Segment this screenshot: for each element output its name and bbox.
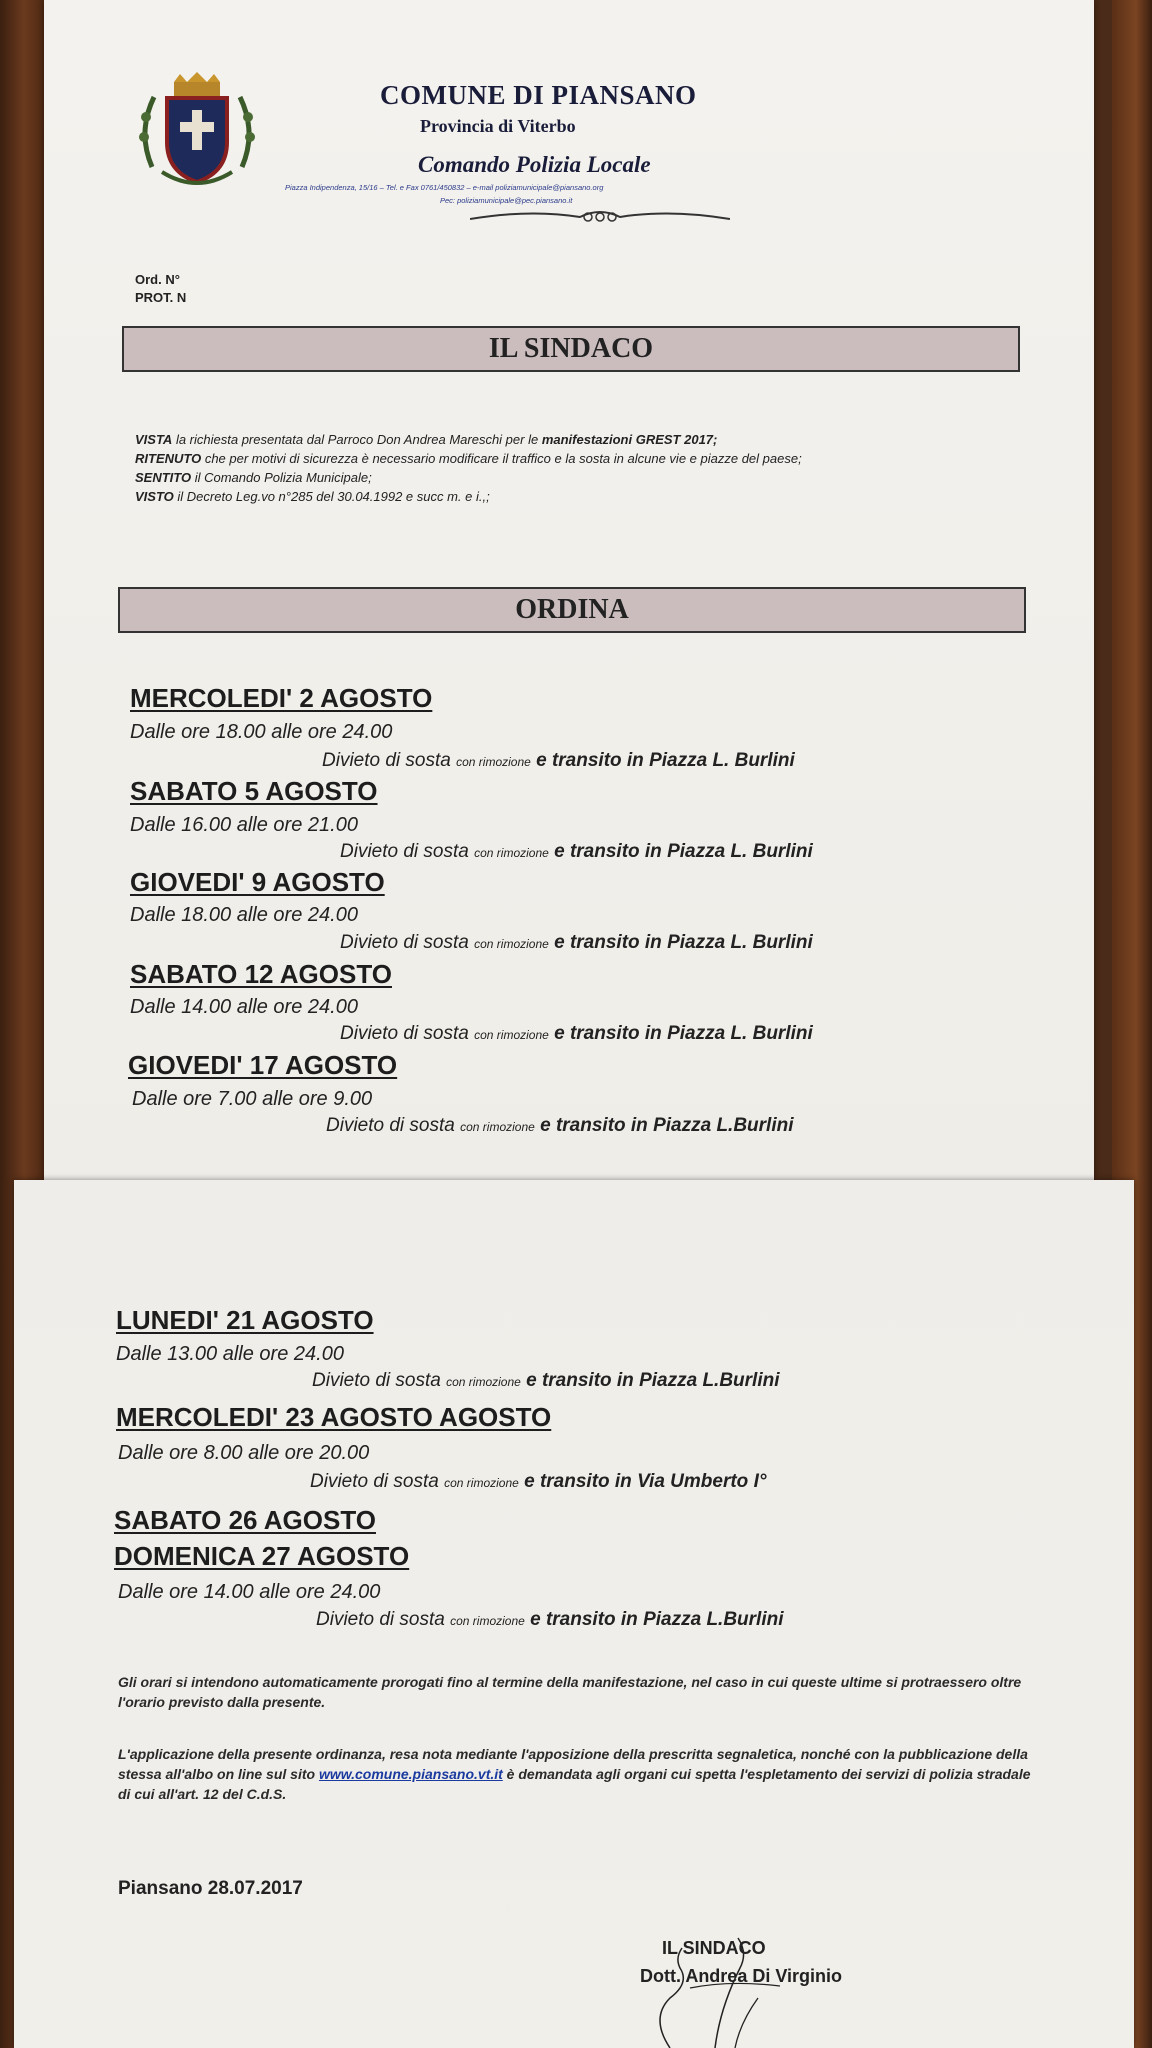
ornament-divider-icon bbox=[470, 205, 730, 229]
schedule-day: SABATO 5 AGOSTO bbox=[130, 776, 378, 806]
schedule-restriction: Divieto di sosta con rimozione e transito in Piazza L. Burlini bbox=[340, 841, 813, 862]
website-link[interactable]: www.comune.piansano.vt.it bbox=[318, 1766, 503, 1782]
order-number-label: Ord. N° bbox=[135, 272, 180, 287]
schedule-hours: Dalle ore 18.00 alle ore 24.00 bbox=[130, 721, 393, 743]
schedule-day: MERCOLEDI' 23 AGOSTO AGOSTO bbox=[116, 1402, 552, 1432]
premise-sentito: SENTITO il Comando Polizia Municipale; bbox=[135, 470, 372, 485]
premise-visto: VISTO il Decreto Leg.vo n°285 del 30.04.1992 e succ m. e i.,; bbox=[135, 489, 490, 504]
schedule-restriction: Divieto di sosta con rimozione e transito in Piazza L. Burlini bbox=[340, 1023, 813, 1044]
header-address: Piazza Indipendenza, 15/16 – Tel. e Fax 0761/450832 – e-mail poliziamunicipale@piansano.org bbox=[285, 183, 604, 192]
schedule-day: GIOVEDI' 17 AGOSTO bbox=[128, 1050, 398, 1080]
prorogation-note: Gli orari si intendono automaticamente prorogati fino al termine della manifestazione, nel caso in cui queste ultime si protraessero oltre l'orario previsto dalla presente. bbox=[118, 1674, 1022, 1710]
schedule-hours: Dalle 13.00 alle ore 24.00 bbox=[116, 1343, 344, 1365]
province-subtitle: Provincia di Viterbo bbox=[420, 116, 576, 136]
schedule-hours: Dalle 16.00 alle ore 21.00 bbox=[130, 814, 358, 836]
command-title: Comando Polizia Locale bbox=[418, 152, 651, 177]
schedule-day: LUNEDI' 21 AGOSTO bbox=[116, 1305, 374, 1335]
place-date: Piansano 28.07.2017 bbox=[118, 1878, 303, 1899]
coat-of-arms-icon bbox=[132, 72, 262, 192]
header-pec: Pec: poliziamunicipale@pec.piansano.it bbox=[440, 196, 573, 205]
premise-ritenuto: RITENUTO che per motivi di sicurezza è necessario modificare il traffico e la sosta in alcune vie e piazze del paese; bbox=[135, 451, 802, 466]
signature-title: IL SINDACO bbox=[662, 1938, 766, 1958]
schedule-day: DOMENICA 27 AGOSTO bbox=[114, 1541, 410, 1571]
municipality-title: COMUNE DI PIANSANO bbox=[380, 80, 697, 110]
premises-block bbox=[135, 430, 1025, 506]
schedule-hours: Dalle ore 7.00 alle ore 9.00 bbox=[132, 1088, 373, 1110]
schedule-day: SABATO 12 AGOSTO bbox=[130, 959, 392, 989]
schedule-hours: Dalle 14.00 alle ore 24.00 bbox=[130, 996, 358, 1018]
signature-name: Dott. Andrea Di Virginio bbox=[640, 1966, 843, 1986]
protocol-number-label: PROT. N bbox=[135, 290, 187, 305]
schedule-hours: Dalle ore 8.00 alle ore 20.00 bbox=[118, 1442, 370, 1464]
schedule-hours: Dalle ore 14.00 alle ore 24.00 bbox=[118, 1581, 381, 1603]
schedule-day: SABATO 26 AGOSTO bbox=[114, 1505, 376, 1535]
schedule-day: MERCOLEDI' 2 AGOSTO bbox=[130, 683, 433, 713]
schedule-restriction: Divieto di sosta con rimozione e transito in Piazza L. Burlini bbox=[340, 932, 813, 953]
schedule-restriction: Divieto di sosta con rimozione e transito in Piazza L.Burlini bbox=[316, 1609, 784, 1630]
schedule-restriction: Divieto di sosta con rimozione e transito in Piazza L. Burlini bbox=[322, 750, 795, 771]
schedule-day: GIOVEDI' 9 AGOSTO bbox=[130, 867, 385, 897]
schedule-restriction: Divieto di sosta con rimozione e transito in Via Umberto I° bbox=[310, 1471, 767, 1492]
schedule-restriction: Divieto di sosta con rimozione e transito in Piazza L.Burlini bbox=[326, 1115, 794, 1136]
schedule-restriction: Divieto di sosta con rimozione e transito in Piazza L.Burlini bbox=[312, 1370, 780, 1391]
schedule-hours: Dalle 18.00 alle ore 24.00 bbox=[130, 904, 358, 926]
ordina-banner: ORDINA bbox=[118, 587, 1026, 633]
application-note: L'applicazione della presente ordinanza, resa nota mediante l'apposizione della prescritta segnaletica, nonché con la pubblicazione della stessa all'albo on line sul sito www.comune.piansano.vt.it è demandata agli organi cui spetta l'espletamento dei servizi di polizia stradale di cui all'art. 12 del C.d.S. bbox=[118, 1746, 1031, 1802]
premise-vista: VISTA la richiesta presentata dal Parroco Don Andrea Mareschi per le manifestazioni GREST 2017; bbox=[135, 432, 718, 447]
sindaco-banner: IL SINDACO bbox=[122, 326, 1020, 372]
